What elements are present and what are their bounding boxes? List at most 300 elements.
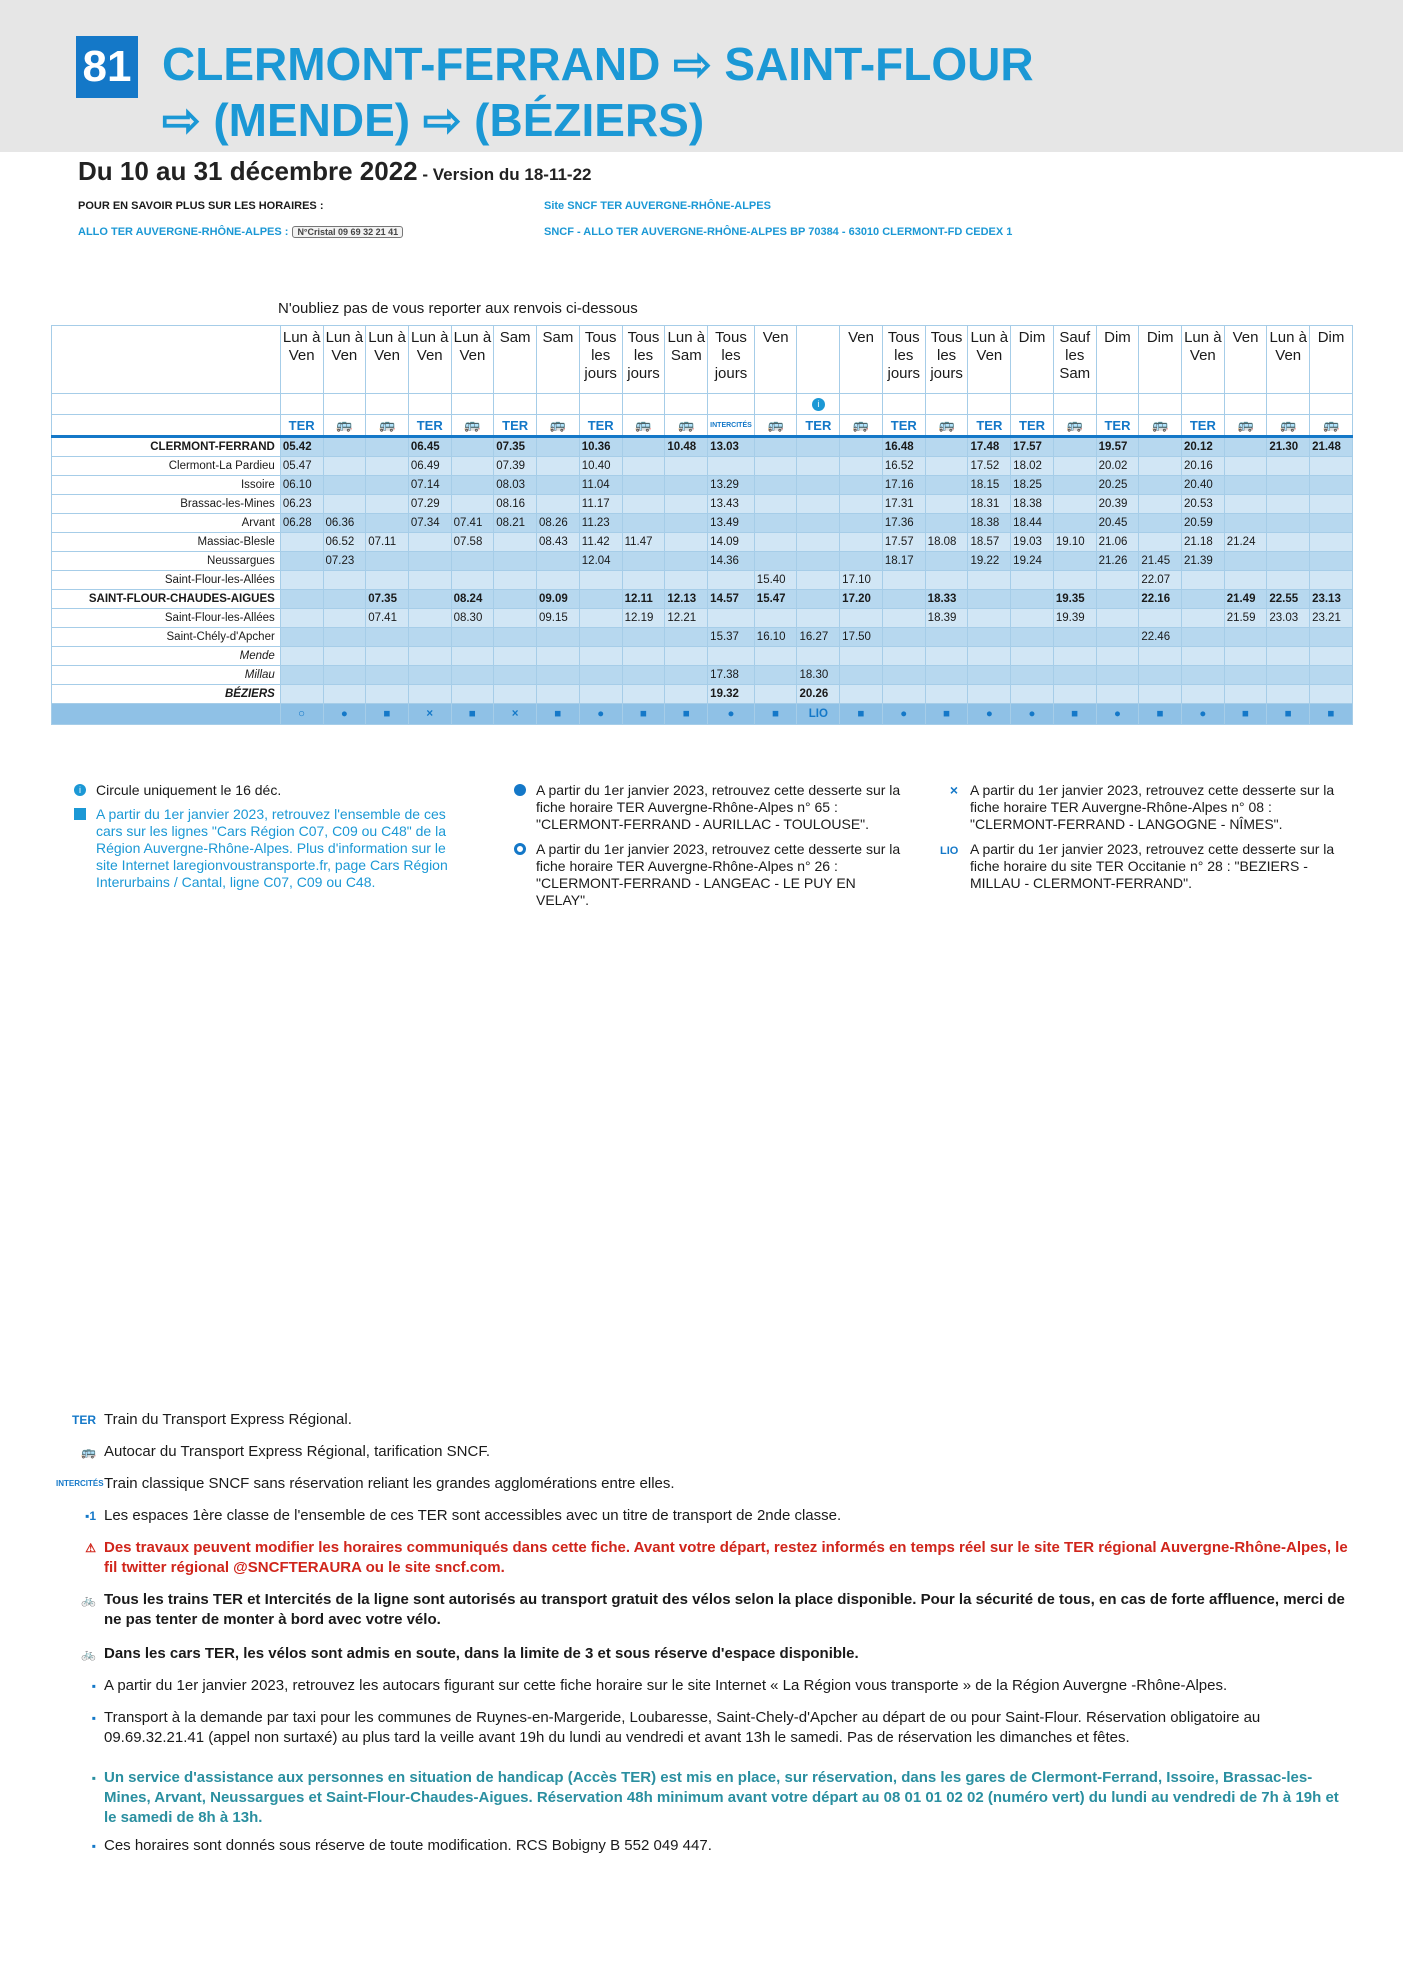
table-row — [52, 666, 1353, 685]
time-cell — [366, 685, 409, 704]
time-cell: 17.50 — [840, 628, 883, 647]
bus-icon: 🚌 — [81, 1445, 96, 1459]
time-cell — [925, 437, 968, 457]
time-cell — [1310, 552, 1353, 571]
time-cell — [665, 495, 708, 514]
time-cell: 20.40 — [1182, 476, 1225, 495]
note-cell — [1310, 394, 1353, 415]
time-cell — [537, 495, 580, 514]
time-cell: 23.13 — [1310, 590, 1353, 609]
time-cell: 12.21 — [665, 609, 708, 628]
time-cell: 07.11 — [366, 533, 409, 552]
day-cell: Lun à Ven — [968, 326, 1011, 394]
time-cell: 18.39 — [925, 609, 968, 628]
time-cell — [579, 571, 622, 590]
info-square-icon: ▪ — [91, 1679, 96, 1693]
time-cell — [1139, 666, 1182, 685]
symbol-cell: ● — [579, 704, 622, 725]
time-cell — [925, 476, 968, 495]
mode-cell: 🚌 — [1224, 415, 1267, 437]
time-cell — [408, 647, 451, 666]
time-cell — [1182, 666, 1225, 685]
time-cell: 10.36 — [579, 437, 622, 457]
time-cell: 20.45 — [1096, 514, 1139, 533]
time-cell — [1310, 647, 1353, 666]
time-cell — [537, 685, 580, 704]
time-cell: 17.36 — [882, 514, 925, 533]
mode-cell: 🚌 — [1267, 415, 1310, 437]
note-cell — [882, 394, 925, 415]
time-cell — [494, 533, 537, 552]
line-number-badge: 81 — [76, 36, 138, 98]
time-cell: 06.28 — [280, 514, 323, 533]
note-cell — [280, 394, 323, 415]
corner-cell — [52, 394, 281, 415]
time-cell: 11.42 — [579, 533, 622, 552]
station-name: Brassac-les-Mines — [52, 495, 281, 514]
station-name: SAINT-FLOUR-CHAUDES-AIGUES — [52, 590, 281, 609]
time-cell — [622, 457, 665, 476]
time-cell: 06.49 — [408, 457, 451, 476]
time-cell — [1096, 685, 1139, 704]
time-cell — [1182, 628, 1225, 647]
time-cell — [1267, 476, 1310, 495]
time-cell — [840, 609, 883, 628]
mode-cell: TER — [494, 415, 537, 437]
time-cell: 18.15 — [968, 476, 1011, 495]
mode-cell: TER — [408, 415, 451, 437]
time-cell — [280, 628, 323, 647]
time-cell — [323, 647, 366, 666]
time-cell: 07.35 — [366, 590, 409, 609]
time-cell — [708, 647, 755, 666]
mode-cell: TER — [579, 415, 622, 437]
time-cell — [323, 457, 366, 476]
warning-icon: ⚠ — [85, 1541, 96, 1555]
note-lio-28: LIO A partir du 1er janvier 2023, retrouvez cette desserte sur la fiche horaire du site TER Occitanie n° 28 : "BEZIERS - MILLAU - CLERMONT-FERRAND". — [940, 841, 1335, 891]
time-cell: 20.59 — [1182, 514, 1225, 533]
time-cell: 17.10 — [840, 571, 883, 590]
note-ligne-08: × A partir du 1er janvier 2023, retrouvez cette desserte sur la fiche horaire TER Auvergne-Rhône-Alpes n° 08 : "CLERMONT-FERRAND - LANGOGNE - NÎMES". — [949, 782, 1335, 832]
time-cell — [494, 609, 537, 628]
time-cell — [1182, 571, 1225, 590]
time-cell — [1096, 666, 1139, 685]
mode-cell: TER — [1182, 415, 1225, 437]
time-cell: 17.57 — [1011, 437, 1054, 457]
time-cell — [665, 533, 708, 552]
time-cell: 21.30 — [1267, 437, 1310, 457]
time-cell — [1224, 628, 1267, 647]
time-cell — [280, 685, 323, 704]
time-cell — [925, 552, 968, 571]
symbol-cell: ● — [1182, 704, 1225, 725]
mode-cell: TER — [968, 415, 1011, 437]
time-cell — [494, 647, 537, 666]
mode-cell: 🚌 — [366, 415, 409, 437]
time-cell — [840, 666, 883, 685]
time-cell — [1053, 685, 1096, 704]
table-row — [52, 590, 1353, 609]
square-icon — [74, 808, 86, 820]
time-cell — [925, 666, 968, 685]
time-cell: 11.47 — [622, 533, 665, 552]
more-info-label: POUR EN SAVOIR PLUS SUR LES HORAIRES : — [78, 200, 324, 212]
time-cell: 16.10 — [754, 628, 797, 647]
time-cell — [1139, 685, 1182, 704]
note-ligne-26: A partir du 1er janvier 2023, retrouvez cette desserte sur la fiche horaire TER Auvergne-Rhône-Alpes n° 26 : "CLERMONT-FERRAND - LANGEAC - LE PUY EN VELAY". — [536, 841, 902, 909]
time-cell — [1224, 457, 1267, 476]
time-cell — [1224, 571, 1267, 590]
mode-cell: 🚌 — [840, 415, 883, 437]
time-cell — [1310, 495, 1353, 514]
time-cell — [579, 609, 622, 628]
time-cell — [1224, 666, 1267, 685]
time-cell — [708, 571, 755, 590]
time-cell: 21.49 — [1224, 590, 1267, 609]
time-cell — [494, 552, 537, 571]
station-name: Saint-Chély-d'Apcher — [52, 628, 281, 647]
station-name: CLERMONT-FERRAND — [52, 437, 281, 457]
time-cell: 18.44 — [1011, 514, 1054, 533]
time-cell — [622, 685, 665, 704]
time-cell — [882, 609, 925, 628]
time-cell — [1139, 457, 1182, 476]
time-cell — [1139, 495, 1182, 514]
bicycle-icon: 🚲 — [81, 1647, 96, 1661]
symbol-cell: × — [494, 704, 537, 725]
time-cell — [1310, 571, 1353, 590]
time-cell — [797, 533, 840, 552]
time-cell — [366, 476, 409, 495]
time-cell — [665, 685, 708, 704]
time-cell — [323, 571, 366, 590]
time-cell — [754, 437, 797, 457]
note-ligne-65: A partir du 1er janvier 2023, retrouvez cette desserte sur la fiche horaire TER Auvergne-Rhône-Alpes n° 65 : "CLERMONT-FERRAND - AURILLAC - TOULOUSE". — [536, 782, 902, 833]
time-cell: 10.40 — [579, 457, 622, 476]
time-cell — [280, 533, 323, 552]
symbol-cell: ■ — [1224, 704, 1267, 725]
time-cell — [408, 590, 451, 609]
day-cell: Tous les jours — [925, 326, 968, 394]
note-cars-region: A partir du 1er janvier 2023, retrouvez l'ensemble de ces cars sur les lignes "Cars Région C07, C09 ou C48" de la Région Auvergne-Rhône-Alpes. Plus d'information sur le site Internet laregionvoustransporte.fr, page Cars Région Interurbains / Cantal, ligne C07, C09 ou C48. — [96, 806, 470, 891]
time-cell — [579, 590, 622, 609]
time-cell — [840, 476, 883, 495]
time-cell — [797, 514, 840, 533]
note-cell — [968, 394, 1011, 415]
time-cell — [968, 628, 1011, 647]
notes-row — [52, 394, 1353, 415]
time-cell: 05.42 — [280, 437, 323, 457]
note-cell — [754, 394, 797, 415]
time-cell — [1224, 647, 1267, 666]
time-cell — [408, 571, 451, 590]
time-cell: 18.02 — [1011, 457, 1054, 476]
note-cell — [1096, 394, 1139, 415]
note-cell — [494, 394, 537, 415]
table-row — [52, 457, 1353, 476]
time-cell: 06.10 — [280, 476, 323, 495]
time-cell — [840, 457, 883, 476]
time-cell — [1224, 552, 1267, 571]
title-line-1: CLERMONT-FERRAND ⇨ SAINT-FLOUR — [162, 38, 1034, 90]
time-cell — [797, 476, 840, 495]
time-cell: 20.25 — [1096, 476, 1139, 495]
first-class-icon: ▪1 — [85, 1509, 96, 1523]
time-cell: 17.20 — [840, 590, 883, 609]
time-cell — [1011, 685, 1054, 704]
time-cell — [366, 647, 409, 666]
legend-reserve: ▪ Ces horaires sont donnés sous réserve de toute modification. RCS Bobigny B 552 049 447. — [104, 1836, 1354, 1856]
time-cell — [451, 666, 494, 685]
time-cell — [665, 647, 708, 666]
header-band — [0, 0, 1403, 152]
table-row — [52, 437, 1353, 457]
symbol-cell: ■ — [1267, 704, 1310, 725]
time-cell — [1011, 609, 1054, 628]
time-cell — [1011, 628, 1054, 647]
time-cell — [1182, 590, 1225, 609]
time-cell — [1139, 647, 1182, 666]
time-cell — [323, 628, 366, 647]
time-cell: 14.36 — [708, 552, 755, 571]
time-cell: 17.31 — [882, 495, 925, 514]
time-cell: 13.43 — [708, 495, 755, 514]
time-cell: 18.08 — [925, 533, 968, 552]
time-cell — [408, 533, 451, 552]
table-row — [52, 628, 1353, 647]
time-cell — [280, 552, 323, 571]
time-cell — [968, 571, 1011, 590]
time-cell — [280, 571, 323, 590]
time-cell — [280, 666, 323, 685]
time-cell — [494, 685, 537, 704]
note-cell — [1224, 394, 1267, 415]
day-cell: Tous les jours — [579, 326, 622, 394]
station-name: Saint-Flour-les-Allées — [52, 609, 281, 628]
time-cell: 12.11 — [622, 590, 665, 609]
time-cell — [797, 552, 840, 571]
time-cell — [451, 571, 494, 590]
time-cell — [1310, 476, 1353, 495]
mode-cell: 🚌 — [665, 415, 708, 437]
time-cell: 17.48 — [968, 437, 1011, 457]
mode-cell: 🚌 — [1310, 415, 1353, 437]
legend-velo-cars: 🚲 Dans les cars TER, les vélos sont admis en soute, dans la limite de 3 et sous réserve d'espace disponible. — [104, 1644, 1354, 1664]
time-cell: 20.39 — [1096, 495, 1139, 514]
time-cell: 21.26 — [1096, 552, 1139, 571]
time-cell — [537, 457, 580, 476]
time-cell — [840, 495, 883, 514]
time-cell: 13.03 — [708, 437, 755, 457]
symbol-cell: ■ — [754, 704, 797, 725]
time-cell: 08.43 — [537, 533, 580, 552]
time-cell — [366, 495, 409, 514]
time-cell: 15.40 — [754, 571, 797, 590]
day-cell: Ven — [840, 326, 883, 394]
time-cell: 18.31 — [968, 495, 1011, 514]
time-cell — [451, 647, 494, 666]
symbol-cell: ■ — [1310, 704, 1353, 725]
time-cell — [366, 437, 409, 457]
corner-cell — [52, 326, 281, 394]
mode-cell: TER — [882, 415, 925, 437]
symbol-cell: ● — [1011, 704, 1054, 725]
time-cell — [1310, 514, 1353, 533]
day-cell: Dim — [1096, 326, 1139, 394]
time-cell: 18.30 — [797, 666, 840, 685]
time-cell: 20.53 — [1182, 495, 1225, 514]
time-cell — [1139, 437, 1182, 457]
time-cell — [882, 590, 925, 609]
station-name: Massiac-Blesle — [52, 533, 281, 552]
time-cell: 19.32 — [708, 685, 755, 704]
symbol-cell: ■ — [451, 704, 494, 725]
time-cell — [323, 495, 366, 514]
note-cell — [323, 394, 366, 415]
time-cell — [366, 666, 409, 685]
time-cell: 22.07 — [1139, 571, 1182, 590]
time-cell — [1224, 437, 1267, 457]
time-cell — [323, 609, 366, 628]
time-cell — [537, 666, 580, 685]
time-cell — [754, 514, 797, 533]
time-cell: 17.57 — [882, 533, 925, 552]
time-cell — [1310, 457, 1353, 476]
legend-velo-trains: 🚲 Tous les trains TER et Intercités de la ligne sont autorisés au transport gratuit des vélos selon la place disponible. Pour la sécurité de tous, en cas de forte affluence, merci de ne pas tenter de monter à bord avec votre vélo. — [104, 1590, 1354, 1630]
time-cell: 17.38 — [708, 666, 755, 685]
intercites-icon: INTERCITÉS — [56, 1479, 104, 1488]
time-cell — [1182, 647, 1225, 666]
time-cell — [1267, 495, 1310, 514]
ter-icon: TER — [72, 1413, 96, 1427]
time-cell — [451, 495, 494, 514]
time-cell — [797, 647, 840, 666]
time-cell — [622, 514, 665, 533]
time-cell: 19.24 — [1011, 552, 1054, 571]
time-cell — [366, 552, 409, 571]
time-cell — [968, 647, 1011, 666]
time-cell: 21.18 — [1182, 533, 1225, 552]
time-cell — [451, 476, 494, 495]
table-row — [52, 533, 1353, 552]
time-cell — [537, 552, 580, 571]
time-cell — [1139, 533, 1182, 552]
info-circle-icon: i — [74, 784, 86, 796]
time-cell: 07.34 — [408, 514, 451, 533]
note-cell — [408, 394, 451, 415]
legend-travaux: ⚠ Des travaux peuvent modifier les horaires communiqués dans cette fiche. Avant votre départ, restez informés en temps réel sur le site TER régional Auvergne-Rhône-Alpes, le fil twitter régional @SNCFTERAURA ou le site sncf.com. — [104, 1538, 1354, 1578]
days-row — [52, 326, 1353, 394]
time-cell — [925, 514, 968, 533]
time-cell — [1224, 476, 1267, 495]
time-cell: 19.57 — [1096, 437, 1139, 457]
time-cell — [1053, 437, 1096, 457]
time-cell: 20.12 — [1182, 437, 1225, 457]
time-cell — [280, 590, 323, 609]
info-circle-icon: i — [812, 398, 825, 411]
time-cell: 12.19 — [622, 609, 665, 628]
time-cell — [579, 628, 622, 647]
time-cell — [968, 590, 1011, 609]
time-cell — [1011, 647, 1054, 666]
time-cell — [451, 437, 494, 457]
time-cell — [665, 514, 708, 533]
time-cell — [754, 495, 797, 514]
time-cell — [323, 685, 366, 704]
time-cell — [797, 609, 840, 628]
time-cell — [968, 685, 1011, 704]
time-cell: 21.59 — [1224, 609, 1267, 628]
table-row — [52, 571, 1353, 590]
time-cell: 23.21 — [1310, 609, 1353, 628]
time-cell: 08.24 — [451, 590, 494, 609]
symbol-cell: ■ — [665, 704, 708, 725]
time-cell: 16.48 — [882, 437, 925, 457]
time-cell — [1182, 609, 1225, 628]
time-cell — [280, 609, 323, 628]
time-cell — [882, 628, 925, 647]
note-cell — [1182, 394, 1225, 415]
time-cell — [925, 628, 968, 647]
time-cell: 19.03 — [1011, 533, 1054, 552]
time-cell: 21.45 — [1139, 552, 1182, 571]
time-cell — [1267, 552, 1310, 571]
time-cell: 17.52 — [968, 457, 1011, 476]
time-cell: 14.57 — [708, 590, 755, 609]
note-cell — [579, 394, 622, 415]
site-sncf: Site SNCF TER AUVERGNE-RHÔNE-ALPES — [544, 200, 771, 212]
time-cell — [1053, 495, 1096, 514]
legend-tad: ▪ Transport à la demande par taxi pour les communes de Ruynes-en-Margeride, Loubaresse, Saint-Chely-d'Apcher au départ de ou pour Saint-Flour. Réservation obligatoire au 09.69.32.21.41 (appel non surtaxé) au plus tard la veille avant 19h du lundi au vendredi et avant 13h le samedi. Pas de réservation les dimanches et fêtes. — [104, 1708, 1354, 1748]
time-cell: 11.04 — [579, 476, 622, 495]
station-name: Mende — [52, 647, 281, 666]
time-cell — [1053, 476, 1096, 495]
time-cell — [1053, 457, 1096, 476]
postal-address: SNCF - ALLO TER AUVERGNE-RHÔNE-ALPES BP 70384 - 63010 CLERMONT-FD CEDEX 1 — [544, 226, 1013, 238]
time-cell — [665, 666, 708, 685]
time-cell — [1224, 685, 1267, 704]
station-name: Millau — [52, 666, 281, 685]
note-cell — [366, 394, 409, 415]
time-cell: 19.35 — [1053, 590, 1096, 609]
time-cell — [1096, 609, 1139, 628]
time-cell — [1053, 514, 1096, 533]
time-cell: 07.41 — [366, 609, 409, 628]
time-cell — [622, 495, 665, 514]
time-cell — [323, 476, 366, 495]
time-cell — [494, 666, 537, 685]
day-cell: Dim — [1310, 326, 1353, 394]
page-title — [162, 36, 1034, 148]
note-cell — [797, 394, 840, 415]
day-cell: Sauf les Sam — [1053, 326, 1096, 394]
station-name: Saint-Flour-les-Allées — [52, 571, 281, 590]
mode-cell: 🚌 — [1139, 415, 1182, 437]
time-cell — [925, 495, 968, 514]
time-cell — [1139, 609, 1182, 628]
time-cell: 21.48 — [1310, 437, 1353, 457]
legend-ter: TER Train du Transport Express Régional. — [104, 1410, 1354, 1430]
time-cell — [1310, 533, 1353, 552]
symbol-cell: LIO — [797, 704, 840, 725]
time-cell: 21.24 — [1224, 533, 1267, 552]
symbol-cell: ● — [968, 704, 1011, 725]
time-cell — [1267, 685, 1310, 704]
symbol-cell: ● — [323, 704, 366, 725]
time-cell — [754, 609, 797, 628]
time-cell — [925, 571, 968, 590]
time-cell — [537, 571, 580, 590]
